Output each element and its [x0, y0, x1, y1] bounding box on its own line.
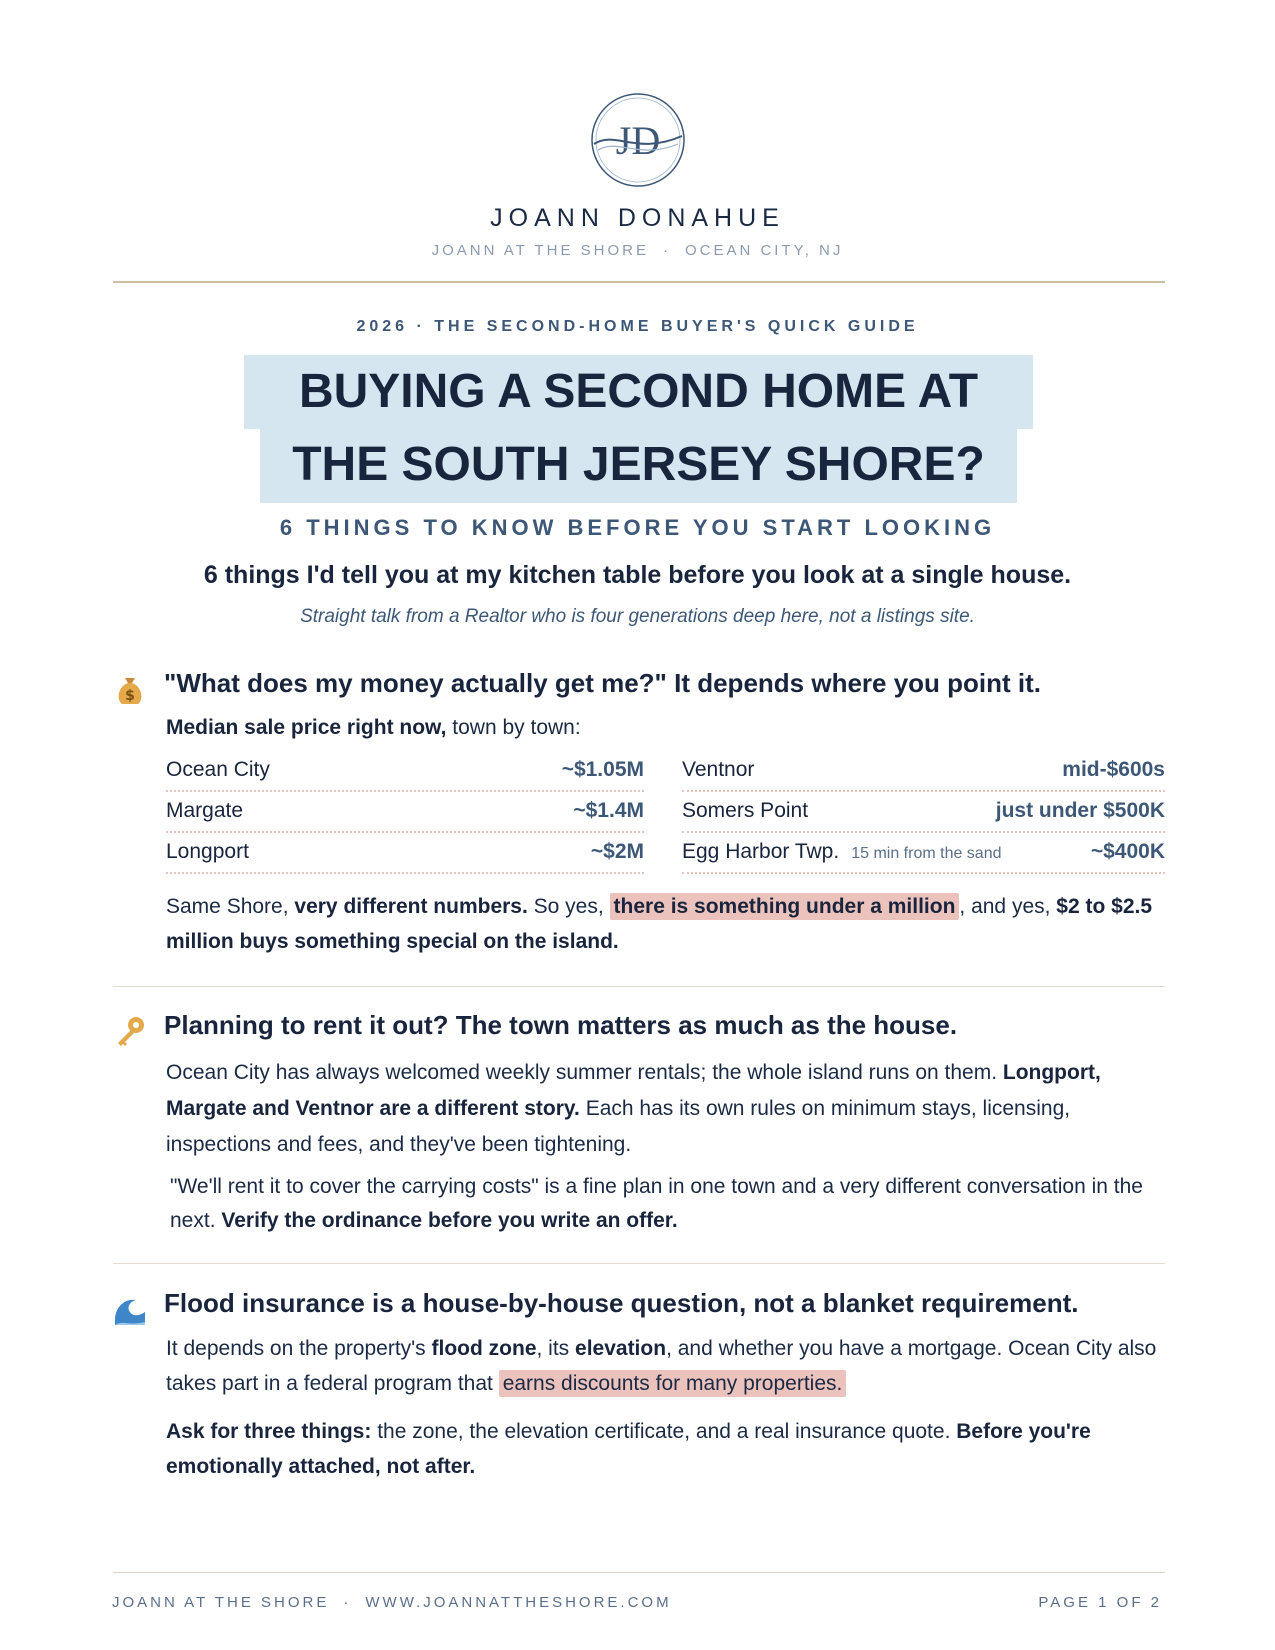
summary-text: , and yes, [959, 895, 1057, 918]
price-row-ventnor [682, 750, 1165, 792]
paragraph-text: the zone, the elevation certificate, and a real insurance quote. [371, 1420, 957, 1443]
summary-highlight: there is something under a million [610, 893, 960, 920]
section1-intro [166, 710, 1166, 746]
subhead: 6 THINGS TO KNOW BEFORE YOU START LOOKING [279, 515, 996, 540]
section2-paragraph-2 [170, 1170, 1166, 1238]
paragraph-text: It depends on the property's [166, 1337, 432, 1360]
price-town: Egg Harbor Twp. [682, 840, 840, 863]
price-town: Somers Point [682, 799, 809, 822]
money-bag-icon [112, 672, 148, 708]
section3-paragraph-2 [166, 1414, 1166, 1484]
summary-text: So yes, [527, 895, 610, 918]
section1-summary [166, 889, 1166, 959]
footer-separator: · [343, 1594, 352, 1611]
footer-brand: JOANN AT THE SHORE [112, 1594, 330, 1611]
page-number: PAGE 1 OF 2 [1038, 1594, 1162, 1611]
svg-text:JD: JD [615, 118, 661, 163]
price-row-somers-point [682, 791, 1165, 833]
paragraph-bold: Ask for three things: [166, 1420, 372, 1443]
paragraph-text: , and whether you have a mortgage. Ocean City also takes part in a federal program that [166, 1337, 1157, 1395]
price-row-margate [166, 791, 644, 833]
key-icon [112, 1014, 148, 1050]
section1-intro-rest: town by town: [446, 716, 581, 739]
section1-intro-bold: Median sale price right now, [166, 716, 447, 739]
price-row-egg-harbor [682, 832, 1165, 874]
summary-bold: very different numbers. [294, 895, 528, 918]
summary-bold: $2 to $2.5 million buys something special on the island. [166, 895, 1153, 953]
paragraph-bold: Longport, Margate and Ventnor are a different story. [166, 1061, 1101, 1120]
brand-sub-right: OCEAN CITY, NJ [684, 242, 844, 259]
footer-left [112, 1594, 672, 1611]
price-value: ~$400K [1090, 840, 1165, 863]
section2-title: Planning to rent it out? The town matters as much as the house. [164, 1010, 958, 1040]
tagline: Straight talk from a Realtor who is four generations deep here, not a listings site. [300, 606, 975, 627]
paragraph-bold: flood zone [431, 1337, 537, 1360]
price-note: 15 min from the sand [851, 845, 1002, 862]
paragraph-bold: Before you're emotionally attached, not after. [166, 1420, 1091, 1478]
footer-website-link[interactable]: WWW.JOANNATTHESHORE.COM [365, 1594, 672, 1611]
price-town: Ventnor [682, 758, 755, 781]
price-row-longport [166, 832, 644, 874]
title-line-2: THE SOUTH JERSEY SHORE? [260, 428, 1017, 503]
footer-divider [113, 1572, 1165, 1573]
brand-name: JOANN DONAHUE [490, 204, 785, 232]
section3-title: Flood insurance is a house-by-house question, not a blanket requirement. [164, 1288, 1079, 1318]
lede: 6 things I'd tell you at my kitchen table before you look at a single house. [203, 561, 1072, 589]
title-line-1: BUYING A SECOND HOME AT [244, 355, 1033, 429]
paragraph-text: , its [536, 1337, 576, 1360]
summary-text: Same Shore, [166, 895, 295, 918]
section1-title: "What does my money actually get me?" It depends where you point it. [164, 668, 1042, 698]
price-town: Longport [166, 840, 249, 863]
section3-paragraph-1 [166, 1331, 1166, 1401]
paragraph-bold: Verify the ordinance before you write an offer. [221, 1209, 678, 1232]
paragraph-text: Each has its own rules on minimum stays, licensing, inspections and fees, and they've been tightening. [166, 1097, 1071, 1156]
paragraph-bold: elevation [575, 1337, 667, 1360]
price-value: ~$1.05M [561, 758, 644, 781]
brand-sub-separator: · [662, 242, 671, 259]
header-divider [113, 281, 1165, 283]
brand-subtitle [0, 242, 1275, 259]
section-divider [113, 1263, 1165, 1264]
section2-paragraph-1 [166, 1055, 1166, 1163]
logo-icon [588, 90, 688, 190]
eyebrow: 2026 · THE SECOND-HOME BUYER'S QUICK GUIDE [356, 318, 919, 335]
brand-sub-left: JOANN AT THE SHORE [431, 242, 649, 259]
paragraph-highlight: earns discounts for many properties. [499, 1370, 847, 1397]
price-town: Ocean City [166, 758, 270, 781]
price-town: Margate [166, 799, 244, 822]
price-value: just under $500K [995, 799, 1165, 822]
wave-icon [112, 1292, 148, 1328]
svg-text:$: $ [125, 688, 135, 704]
price-value: ~$2M [590, 840, 644, 863]
price-row-ocean-city [166, 750, 644, 792]
paragraph-text: Ocean City has always welcomed weekly summer rentals; the whole island runs on them. [166, 1061, 1003, 1084]
section-divider [113, 986, 1165, 987]
paragraph-text: "We'll rent it to cover the carrying costs" is a fine plan in one town and a very different conversation in the next. [170, 1175, 1143, 1232]
price-town-with-note [682, 840, 1002, 864]
price-value: mid-$600s [1062, 758, 1165, 781]
price-value: ~$1.4M [573, 799, 644, 822]
